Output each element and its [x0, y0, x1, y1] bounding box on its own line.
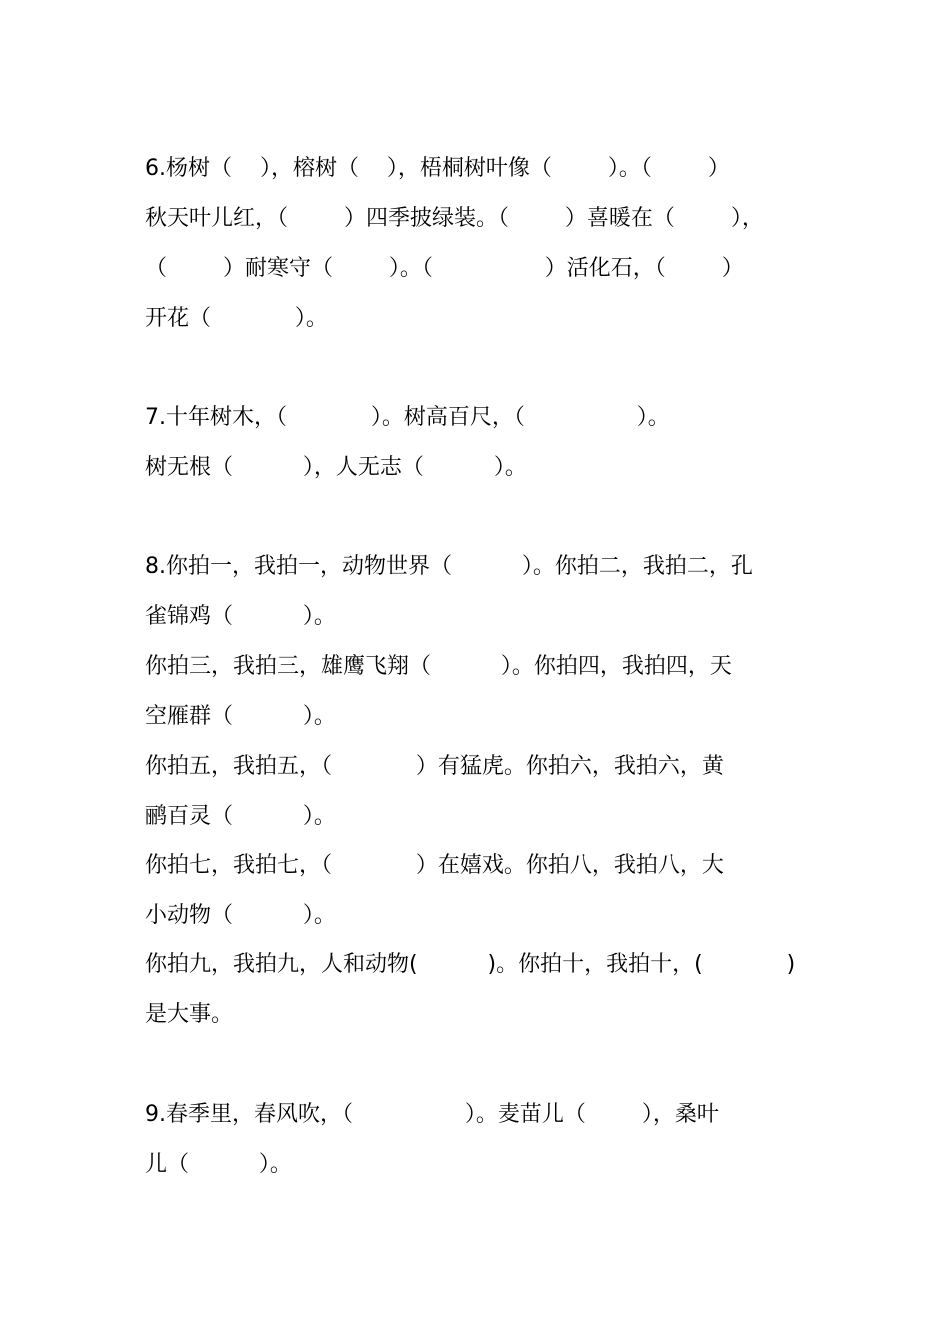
- q8-line-3: 你拍三，我拍三，雄鹰飞翔（ ）。你拍四，我拍四，天: [145, 654, 732, 679]
- q8-line-2: 雀锦鸡（ ）。: [145, 604, 336, 629]
- q8-line-9: 你拍九，我拍九，人和动物( )。你拍十，我拍十，( ): [145, 952, 796, 977]
- q6-line-2: 秋天叶儿红，（ ）四季披绿装。（ ）喜暖在（ ），: [145, 206, 764, 231]
- q6-line-3: （ ）耐寒守（ ）。（ ）活化石，（ ）: [145, 256, 744, 281]
- q8-line-5: 你拍五，我拍五，（ ）有猛虎。你拍六，我拍六，黄: [145, 754, 724, 779]
- q8-line-1: 8.你拍一，我拍一，动物世界（ ）。你拍二，我拍二，孔: [145, 554, 753, 579]
- q6-line-1: 6.杨树（ ），榕树（ ），梧桐树叶像（ ）。（ ）: [145, 156, 730, 181]
- q7-line-2: 树无根（ ），人无志（ ）。: [145, 455, 527, 480]
- q8-line-10: 是大事。: [145, 1002, 234, 1027]
- q7-line-1: 7.十年树木，（ ）。树高百尺，（ ）。: [145, 405, 670, 430]
- q6-line-4: 开花（ ）。: [145, 306, 328, 331]
- q9-line-2: 儿（ ）。: [145, 1152, 292, 1177]
- q8-line-8: 小动物（ ）。: [145, 903, 336, 928]
- q9-line-1: 9.春季里，春风吹，（ ）。麦苗儿（ ），桑叶: [145, 1102, 719, 1127]
- q8-line-6: 鹂百灵（ ）。: [145, 804, 336, 829]
- q8-line-4: 空雁群（ ）。: [145, 704, 336, 729]
- q8-line-7: 你拍七，我拍七，（ ）在嬉戏。你拍八，我拍八，大: [145, 853, 724, 878]
